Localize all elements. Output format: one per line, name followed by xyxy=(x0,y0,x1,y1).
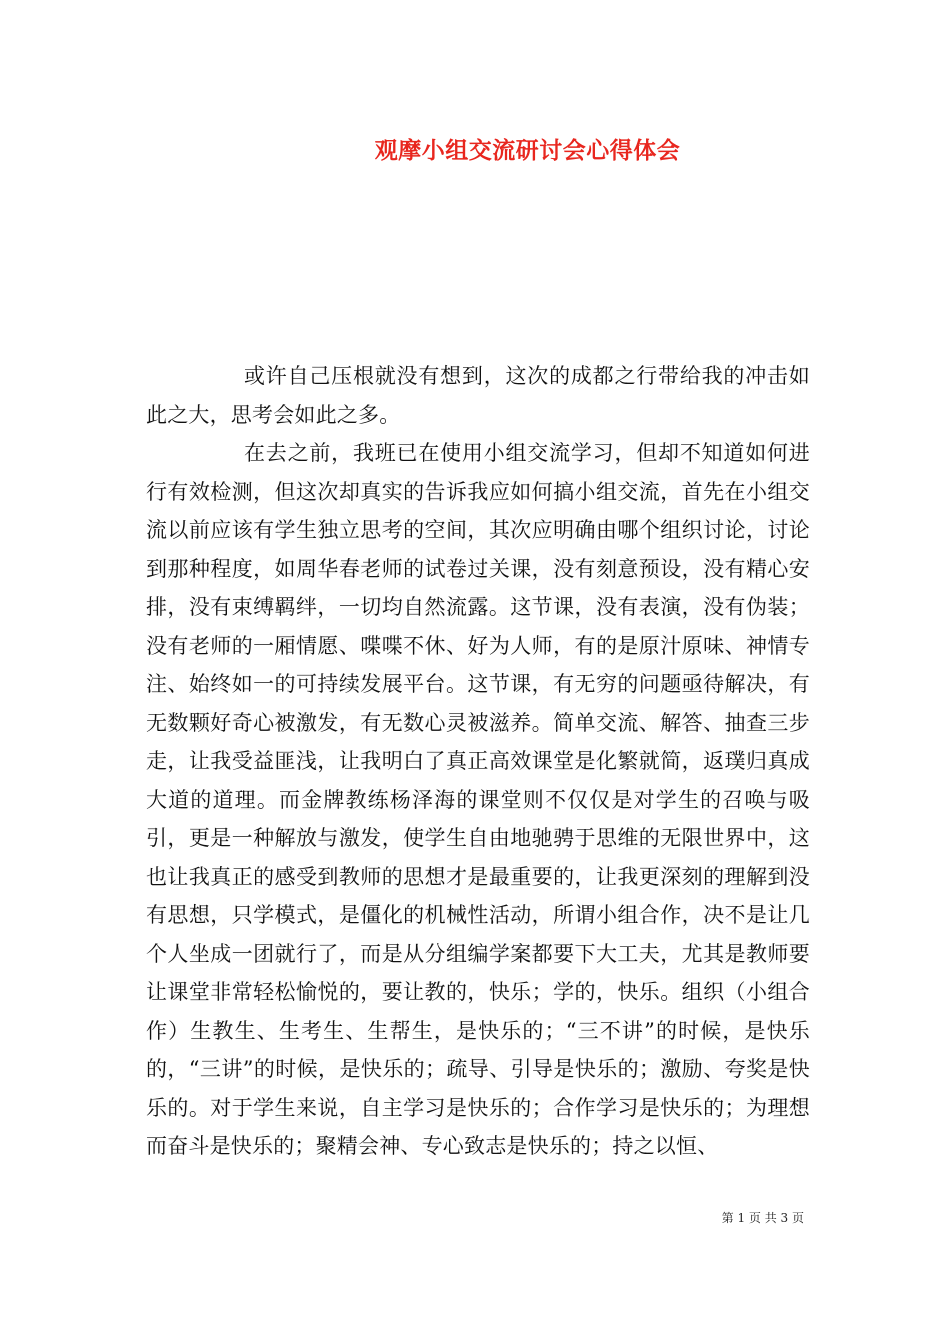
page-footer: 第 1 页 共 3 页 xyxy=(721,1211,804,1225)
paragraph-2: 在去之前，我班已在使用小组交流学习，但却不知道如何进行有效检测，但这次却真实的告诉我应如何搞小组交流，首先在小组交流以前应该有学生独立思考的空间，其次应明确由哪个组织讨论，讨论到那种程度，如周华春老师的试卷过关课，没有刻意预设，没有精心安排，没有束缚羁绊，一切均自然流露。这节课，没有表演，没有伪装；没有老师的一厢情愿、喋喋不休、好为人师，有的是原汁原味、神情专注、始终如一的可持续发展平台。这节课，有无穷的问题亟待解决，有无数颗好奇心被激发，有无数心灵被滋养。简单交流、解答、抽查三步走，让我受益匪浅，让我明白了真正高效课堂是化繁就简，返璞归真成大道的道理。而金牌教练杨泽海的课堂则不仅仅是对学生的召唤与吸引，更是一种解放与激发，使学生自由地驰骋于思维的无限世界中，这也让我真正的感受到教师的思想才是最重要的，让我更深刻的理解到没有思想，只学模式，是僵化的机械性活动，所谓小组合作，决不是让几个人坐成一团就行了，而是从分组编学案都要下大工夫，尤其是教师要让课堂非常轻松愉悦的，要让教的，快乐；学的，快乐。组织（小组合作）生教生、生考生、生帮生，是快乐的；“三不讲”的时候，是快乐的，“三讲”的时候，是快乐的；疏导、引导是快乐的；激励、夸奖是快乐的。对于学生来说，自主学习是快乐的；合作学习是快乐的；为理想而奋斗是快乐的；聚精会神、专心致志是快乐的；持之以恒、 xyxy=(146,441,810,1158)
document-title: 观摩小组交流研讨会心得体会 xyxy=(374,137,681,164)
document-body xyxy=(146,357,810,1166)
paragraph-1: 或许自己压根就没有想到，这次的成都之行带给我的冲击如此之大，思考会如此之多。 xyxy=(146,364,810,427)
